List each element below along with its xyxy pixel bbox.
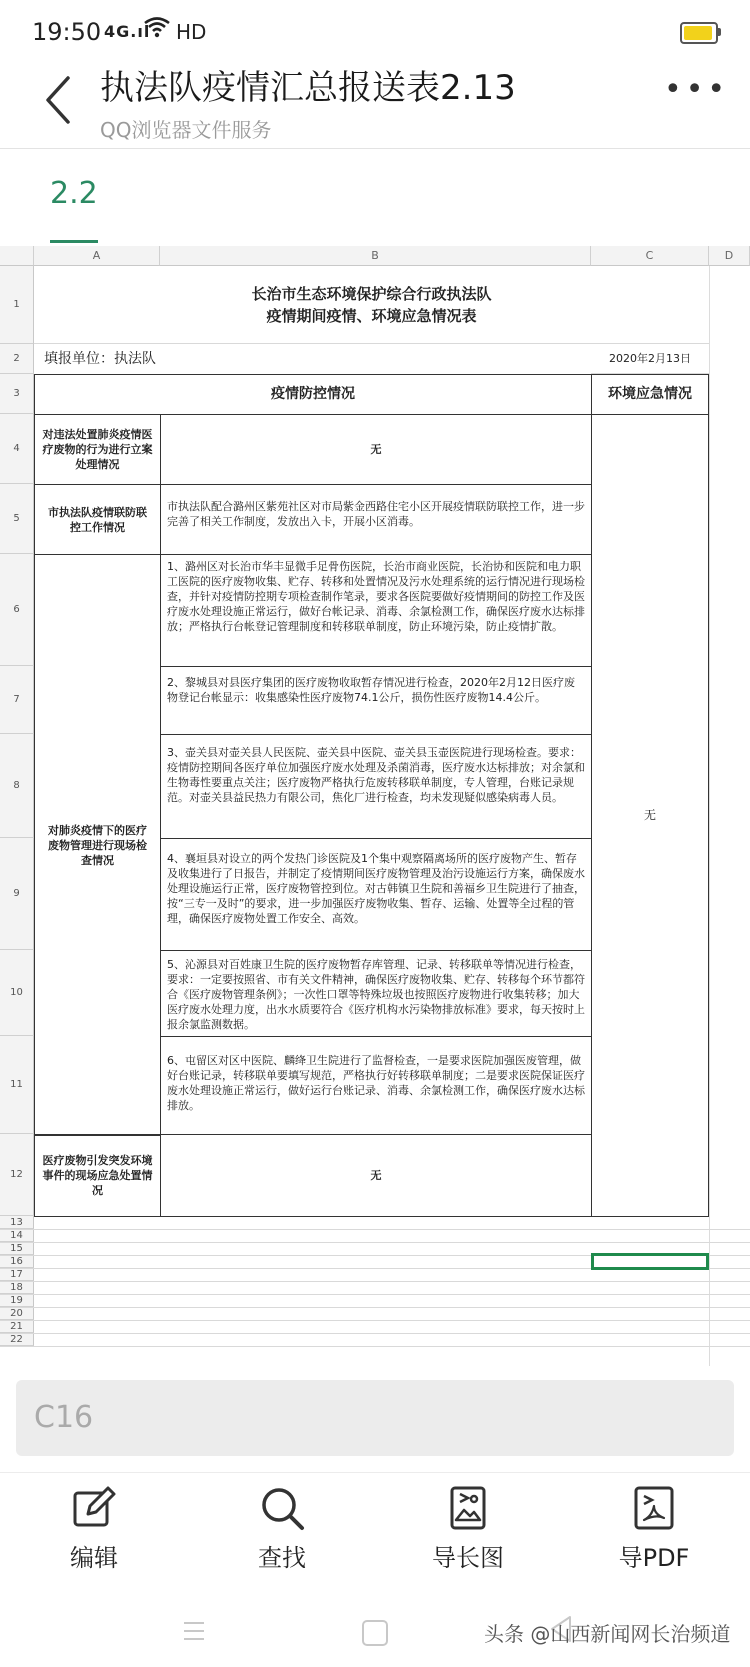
signal-icon: 4G.ıl <box>104 22 151 41</box>
wifi-icon <box>144 16 170 38</box>
search-icon <box>258 1484 306 1532</box>
grid-line <box>0 1320 750 1321</box>
find-button[interactable] <box>222 1484 342 1594</box>
row11-value[interactable]: 6、屯留区对区中医院、麟绛卫生院进行了监督检查，一是要求医院加强医废管理，做好台账记录，转移联单要填写规范，严格执行好转移联单制度；二是要求医院保证医疗废水处理设施正常运行，做好运行台账记录、消毒、余氯检测工作，确保医疗废水达标排放。 <box>160 1036 592 1135</box>
row4-value[interactable]: 无 <box>160 414 592 485</box>
grid-line <box>0 1242 750 1243</box>
sheet-tab-indicator <box>50 240 98 243</box>
row-header[interactable]: 3 <box>0 374 34 414</box>
hd-indicator: HD <box>176 20 207 44</box>
table-title-line1: 长治市生态环境保护综合行政执法队 <box>251 284 492 303</box>
row-header[interactable]: 15 <box>0 1242 34 1255</box>
row8-value[interactable]: 3、壶关县对壶关县人民医院、壶关县中医院、壶关县玉壶医院进行现场检查。要求：疫情防控期间各医疗单位加强医疗废水处理及杀菌消毒，医疗废水达标排放；对余氯和生物毒性要重点关注；医疗废物严格执行危废转移联单制度，专人管理，台账记录规范。对壶关县益民热力有限公司，焦化厂进行检查，均未发现疑似感染病毒人员。 <box>160 734 592 839</box>
edit-icon <box>70 1484 118 1532</box>
corner-cell[interactable] <box>0 246 34 266</box>
export-long-image-button[interactable] <box>408 1484 528 1594</box>
find-label: 查找 <box>258 1544 306 1572</box>
long-image-icon <box>444 1484 492 1532</box>
grid-line <box>0 1307 750 1308</box>
row-header[interactable]: 9 <box>0 838 34 950</box>
grid-line <box>0 1294 750 1295</box>
grid-line <box>709 266 710 1366</box>
column-header-d[interactable]: D <box>709 246 750 266</box>
column-header-c[interactable]: C <box>591 246 709 266</box>
status-time: 19:50 <box>32 18 102 46</box>
watermark: 头条 @山西新闻网长治频道 <box>484 1622 731 1646</box>
row-header[interactable]: 19 <box>0 1294 34 1307</box>
nav-home-icon[interactable] <box>362 1620 388 1646</box>
grid-line <box>0 1333 750 1334</box>
battery-level <box>684 26 712 40</box>
nav-menu-icon[interactable] <box>182 1620 206 1642</box>
back-arrow-icon[interactable] <box>40 72 80 128</box>
column-header-a[interactable]: A <box>34 246 160 266</box>
document-title: 执法队疫情汇总报送表2.13 <box>100 68 516 108</box>
grid-line <box>0 1281 750 1282</box>
row-header[interactable]: 10 <box>0 950 34 1036</box>
row-header[interactable]: 2 <box>0 344 34 374</box>
table-title-line2: 疫情期间疫情、环境应急情况表 <box>266 306 477 325</box>
toolbar-divider <box>0 1472 750 1473</box>
row-header[interactable]: 13 <box>0 1216 34 1229</box>
title-divider <box>0 148 750 149</box>
header-environment-emergency[interactable]: 环境应急情况 <box>591 374 709 415</box>
environment-emergency-value[interactable]: 无 <box>591 414 709 1217</box>
pdf-icon <box>630 1484 678 1532</box>
row-header[interactable]: 7 <box>0 666 34 734</box>
row-header[interactable]: 22 <box>0 1333 34 1346</box>
spreadsheet-grid[interactable] <box>0 246 750 1366</box>
row-header[interactable]: 1 <box>0 266 34 344</box>
row-header[interactable]: 8 <box>0 734 34 838</box>
row10-value[interactable]: 5、沁源县对百姓康卫生院的医疗废物暂存库管理、记录、转移联单等情况进行检查，要求：一定要按照省、市有关文件精神，确保医疗废物收集、贮存、转移每个环节都符合《医疗废物管理条例》；一次性口罩等特殊垃圾也按照医疗废物进行收集转移；加大医疗废水处理力度，出水水质要符合《医疗机构水污染物排放标准》要求，每天按时上报余氯监测数据。 <box>160 950 592 1037</box>
row-header[interactable]: 12 <box>0 1134 34 1216</box>
more-options-icon[interactable]: ••• <box>664 72 730 107</box>
long-image-label: 导长图 <box>432 1544 504 1572</box>
report-unit[interactable]: 填报单位：执法队 <box>44 351 156 367</box>
report-date[interactable]: 2020年2月13日 <box>591 344 709 374</box>
battery-icon <box>680 22 718 44</box>
row-header[interactable]: 6 <box>0 554 34 666</box>
row5-label[interactable]: 市执法队疫情联防联控工作情况 <box>34 484 161 555</box>
row-header[interactable]: 5 <box>0 484 34 554</box>
cell-reference-bar[interactable] <box>16 1380 734 1456</box>
row-header[interactable]: 16 <box>0 1255 34 1268</box>
table-title[interactable] <box>34 266 709 344</box>
row-header[interactable]: 18 <box>0 1281 34 1294</box>
edit-button[interactable] <box>34 1484 154 1594</box>
row4-label[interactable]: 对违法处置肺炎疫情医疗废物的行为进行立案处理情况 <box>34 414 161 485</box>
battery-tip <box>718 28 721 36</box>
row-header[interactable]: 11 <box>0 1036 34 1134</box>
row7-value[interactable]: 2、黎城县对县医疗集团的医疗废物收取暂存情况进行检查，2020年2月12日医疗废物登记台帐显示：收集感染性医疗废物74.1公斤，损伤性医疗废物14.4公斤。 <box>160 666 592 735</box>
grid-line <box>0 1346 750 1347</box>
document-subtitle: QQ浏览器文件服务 <box>100 118 272 142</box>
grid-line <box>0 1229 750 1230</box>
header-epidemic-control[interactable]: 疫情防控情况 <box>34 374 592 415</box>
edit-label: 编辑 <box>70 1544 118 1572</box>
sheet-tab-2-2[interactable]: 2.2 <box>50 176 98 211</box>
row9-value[interactable]: 4、襄垣县对设立的两个发热门诊医院及1个集中观察隔离场所的医疗废物产生、暂存及收集进行了日报告，并制定了疫情期间医疗废物管理及治污设施运行方案，确保废水处理设施运行正常，医疗废物管控到位。对古韩镇卫生院和善福乡卫生院进行了抽查，按“三专一及时”的要求，进一步加强医疗废物收集、暂存、运输、处置等全过程的管理，确保医疗废物处置工作安全、高效。 <box>160 838 592 951</box>
row12-label[interactable]: 医疗废物引发突发环境事件的现场应急处置情况 <box>34 1134 161 1217</box>
row-header[interactable]: 17 <box>0 1268 34 1281</box>
export-pdf-button[interactable] <box>594 1484 714 1594</box>
row6-11-label[interactable]: 对肺炎疫情下的医疗废物管理进行现场检查情况 <box>34 554 161 1136</box>
row-header[interactable]: 20 <box>0 1307 34 1320</box>
column-header-b[interactable]: B <box>160 246 591 266</box>
row12-value[interactable]: 无 <box>160 1134 592 1217</box>
row6-value[interactable]: 1、潞州区对长治市华丰显微手足骨伤医院，长治市商业医院，长治协和医院和电力职工医院的医疗废物收集、贮存、转移和处置情况及污水处理系统的运行情况进行现场检查，并针对疫情防控期专项检查制作笔录，要求各医院要做好疫情期间的防控工作及医疗废水处理设施正常运行，做好台帐记录、消毒、余氯检测工作，确保医疗废水达标排放；严格执行台帐登记管理制度和转移联单制度，防止环境污染，防止疫情扩散。 <box>160 554 592 667</box>
row-header[interactable]: 21 <box>0 1320 34 1333</box>
row5-value[interactable]: 市执法队配合潞州区紫苑社区对市局紫金西路住宅小区开展疫情联防联控工作，进一步完善了相关工作制度，发放出入卡，开展小区消毒。 <box>160 484 592 555</box>
row-header[interactable]: 14 <box>0 1229 34 1242</box>
selected-cell-c16[interactable] <box>591 1253 709 1270</box>
cell-reference-text: C16 <box>34 1400 94 1435</box>
status-bar <box>0 0 750 64</box>
row-header[interactable]: 4 <box>0 414 34 484</box>
pdf-label: 导PDF <box>618 1544 690 1572</box>
